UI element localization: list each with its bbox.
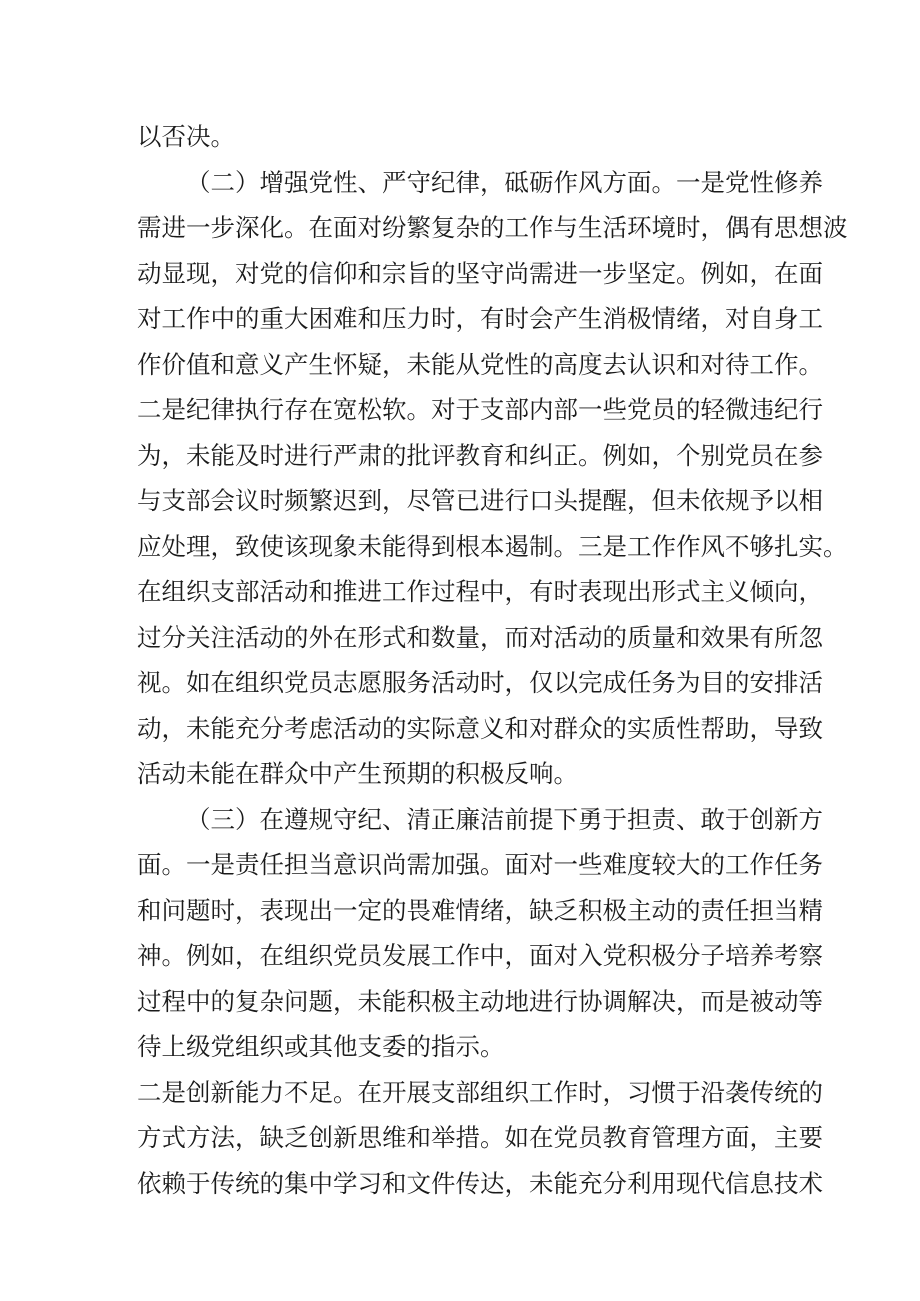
text-line: 需进一步深化。在面对纷繁复杂的工作与生活环境时，偶有思想波: [137, 213, 848, 242]
text-line: 作价值和意义产生怀疑，未能从党性的高度去认识和对待工作。: [137, 350, 823, 379]
text-line: 应处理，致使该现象未能得到根本遏制。三是工作作风不够扎实。: [137, 532, 848, 561]
text-line: 过程中的复杂问题，未能积极主动地进行协调解决，而是被动等: [137, 987, 823, 1016]
text-line: 为，未能及时进行严肃的批评教育和纠正。例如，个别党员在参: [137, 441, 823, 470]
text-line: 二是纪律执行存在宽松软。对于支部内部一些党员的轻微违纪行: [137, 395, 823, 424]
text-line: 神。例如，在组织党员发展工作中，面对入党积极分子培养考察: [137, 941, 823, 970]
text-line: 对工作中的重大困难和压力时，有时会产生消极情绪，对自身工: [137, 304, 823, 333]
text-line: 和问题时，表现出一定的畏难情绪，缺乏积极主动的责任担当精: [137, 896, 823, 925]
text-line: 以否决。: [137, 122, 235, 151]
section-heading-2: （二）增强党性、严守纪律，砥砺作风方面。一是党性修养: [186, 168, 823, 197]
section-heading-3: （三）在遵规守纪、清正廉洁前提下勇于担责、敢于创新方: [186, 805, 823, 834]
text-line: 动显现，对党的信仰和宗旨的坚守尚需进一步坚定。例如，在面: [137, 259, 823, 288]
text-line: 活动未能在群众中产生预期的积极反响。: [137, 759, 578, 788]
text-line: 视。如在组织党员志愿服务活动时，仅以完成任务为目的安排活: [137, 668, 823, 697]
text-line: 依赖于传统的集中学习和文件传达，未能充分利用现代信息技术: [137, 1169, 823, 1198]
text-line: 面。一是责任担当意识尚需加强。面对一些难度较大的工作任务: [137, 850, 823, 879]
text-line: 在组织支部活动和推进工作过程中，有时表现出形式主义倾向，: [137, 577, 823, 606]
text-line: 过分关注活动的外在形式和数量，而对活动的质量和效果有所忽: [137, 623, 823, 652]
text-line: 与支部会议时频繁迟到，尽管已进行口头提醒，但未依规予以相: [137, 486, 823, 515]
text-line: 方式方法，缺乏创新思维和举措。如在党员教育管理方面，主要: [137, 1123, 823, 1152]
text-line: 动，未能充分考虑活动的实际意义和对群众的实质性帮助，导致: [137, 714, 823, 743]
text-line: 二是创新能力不足。在开展支部组织工作时，习惯于沿袭传统的: [137, 1078, 823, 1107]
text-line: 待上级党组织或其他支委的指示。: [137, 1032, 505, 1061]
